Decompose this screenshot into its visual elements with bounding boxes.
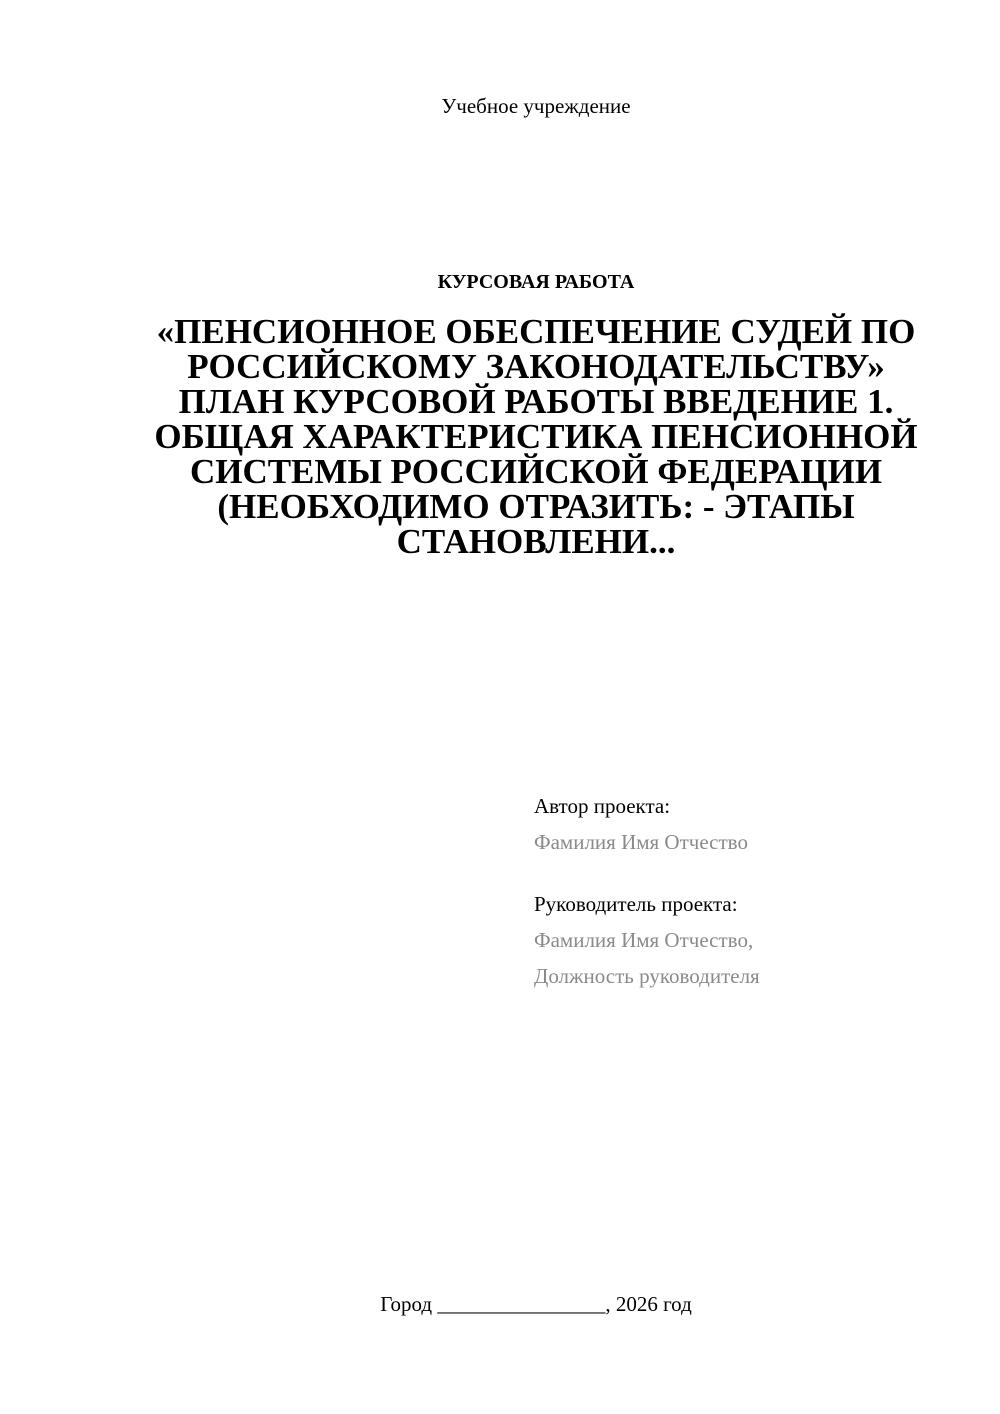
- city-year-line: Город ________________, 2026 год: [380, 1292, 692, 1316]
- credits-block: [534, 788, 974, 994]
- spacer: [534, 860, 974, 886]
- document-type: КУРСОВАЯ РАБОТА: [437, 271, 635, 293]
- supervisor-name: Фамилия Имя Отчество,: [534, 928, 754, 952]
- institution-name: Учебное учреждение: [441, 94, 631, 118]
- supervisor-label: Руководитель проекта:: [534, 892, 738, 916]
- document-title: «ПЕНСИОННОЕ ОБЕСПЕЧЕНИЕ СУДЕЙ ПО РОССИЙСКОМУ ЗАКОНОДАТЕЛЬСТВУ» ПЛАН КУРСОВОЙ РАБОТЫ ВВЕДЕНИЕ 1. ОБЩАЯ ХАРАКТЕРИСТИКА ПЕНСИОННОЙ СИСТЕМЫ РОССИЙСКОЙ ФЕДЕРАЦИИ (НЕОБХОДИМО ОТРАЗИТЬ: - ЭТАПЫ СТАНОВЛЕНИ...: [154, 312, 918, 561]
- author-name: Фамилия Имя Отчество: [534, 830, 748, 854]
- author-label: Автор проекта:: [534, 794, 671, 818]
- supervisor-position: Должность руководителя: [534, 964, 760, 988]
